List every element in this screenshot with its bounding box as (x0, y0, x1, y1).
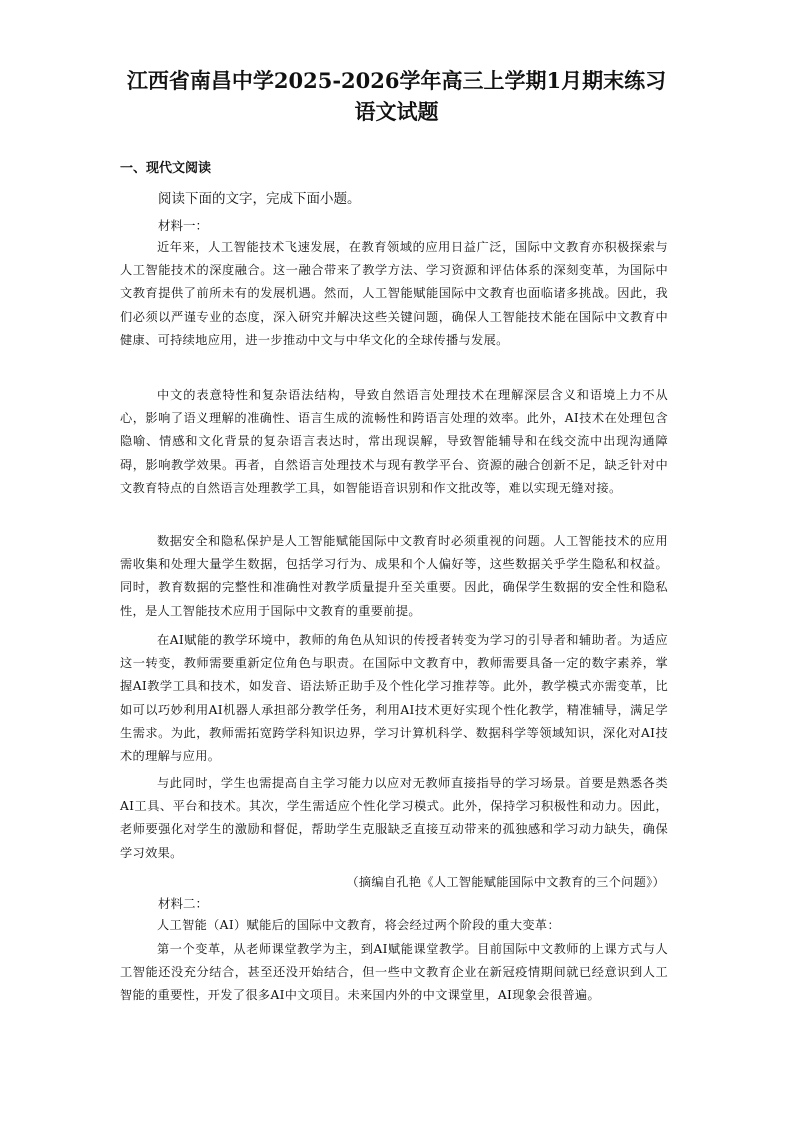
material1-label: 材料一： (158, 218, 209, 233)
material1-paragraph: 近年来，人工智能技术飞速发展，在教育领域的应用日益广泛，国际中文教育亦积极探索与人工智能技术的深度融合。这一融合带来了教学方法、学习资源和评估体系的深刻变革，为国际中文教育提供了前所未有的发展机遇。然而，人工智能赋能国际中文教育也面临诸多挑战。因此，我们必须以严谨专业的态度，深入研究并解决这些关键问题，确保人工智能技术能在国际中文教育中健康、可持续地应用，进一步推动中文与中华文化的全球传播与发展。 (120, 240, 668, 347)
material2-label: 材料二： (158, 896, 209, 911)
material1-paragraph: 在AI赋能的教学环境中，教师的角色从知识的传授者转变为学习的引导者和辅助者。为适应这一转变，教师需要重新定位角色与职责。在国际中文教育中，教师需要具备一定的数字素养，掌握AI教学工具和技术，如发音、语法矫正助手及个性化学习推荐等。此外，教学模式亦需变革，比如可以巧妙利用AI机器人承担部分教学任务，利用AI技术更好实现个性化教学，精准辅导，满足学生需求。为此，教师需拓宽跨学科知识边界，学习计算机科学、数据科学等领域知识，深化对AI技术的理解与应用。 (120, 633, 668, 764)
document-title-line2: 语文试题 (354, 99, 439, 124)
material1-paragraph: 与此同时，学生也需提高自主学习能力以应对无教师直接指导的学习场景。首要是熟悉各类AI工具、平台和技术。其次，学生需适应个性化学习模式。此外，保持学习积极性和动力。因此，老师要强化对学生的激励和督促，帮助学生克服缺乏直接互动带来的孤独感和学习动力缺失，确保学习效果。 (120, 776, 668, 860)
material2-paragraph: 人工智能（AI）赋能后的国际中文教育，将会经过两个阶段的重大变革： (157, 918, 560, 932)
material2-paragraph: 第一个变革，从老师课堂教学为主，到AI赋能课堂教学。目前国际中文教师的上课方式与人工智能还没充分结合，甚至还没开始结合，但一些中文教育企业在新冠疫情期间就已经意识到人工智能的重要性，开发了很多AI中文项目。未来国内外的中文课堂里，AI现象会很普遍。 (120, 942, 668, 1003)
document-title-line1: 江西省南昌中学2025-2026学年高三上学期1月期末练习 (126, 68, 667, 93)
material1-paragraph: 数据安全和隐私保护是人工智能赋能国际中文教育时必须重视的问题。人工智能技术的应用需收集和处理大量学生数据，包括学习行为、成果和个人偏好等，这些数据关乎学生隐私和权益。同时，教育数据的完整性和准确性对教学质量提升至关重要。因此，确保学生数据的安全性和隐私性，是人工智能技术应用于国际中文教育的重要前提。 (120, 534, 668, 618)
material1-source: （摘编自孔艳《人工智能赋能国际中文教育的三个问题》） (346, 875, 665, 889)
material1-paragraph: 中文的表意特性和复杂语法结构，导致自然语言处理技术在理解深层含义和语境上力不从心，影响了语义理解的准确性、语言生成的流畅性和跨语言处理的效率。此外，AI技术在处理包含隐喻、情感和文化背景的复杂语言表达时，常出现误解，导致智能辅导和在线交流中出现沟通障碍，影响教学效果。再者，自然语言处理技术与现有教学平台、资源的融合创新不足，缺乏针对中文教育特点的自然语言处理教学工具，如智能语音识别和作文批改等，难以实现无缝对接。 (120, 388, 668, 495)
reading-instruction: 阅读下面的文字，完成下面小题。 (158, 191, 361, 207)
section-heading: 一、现代文阅读 (120, 161, 212, 176)
